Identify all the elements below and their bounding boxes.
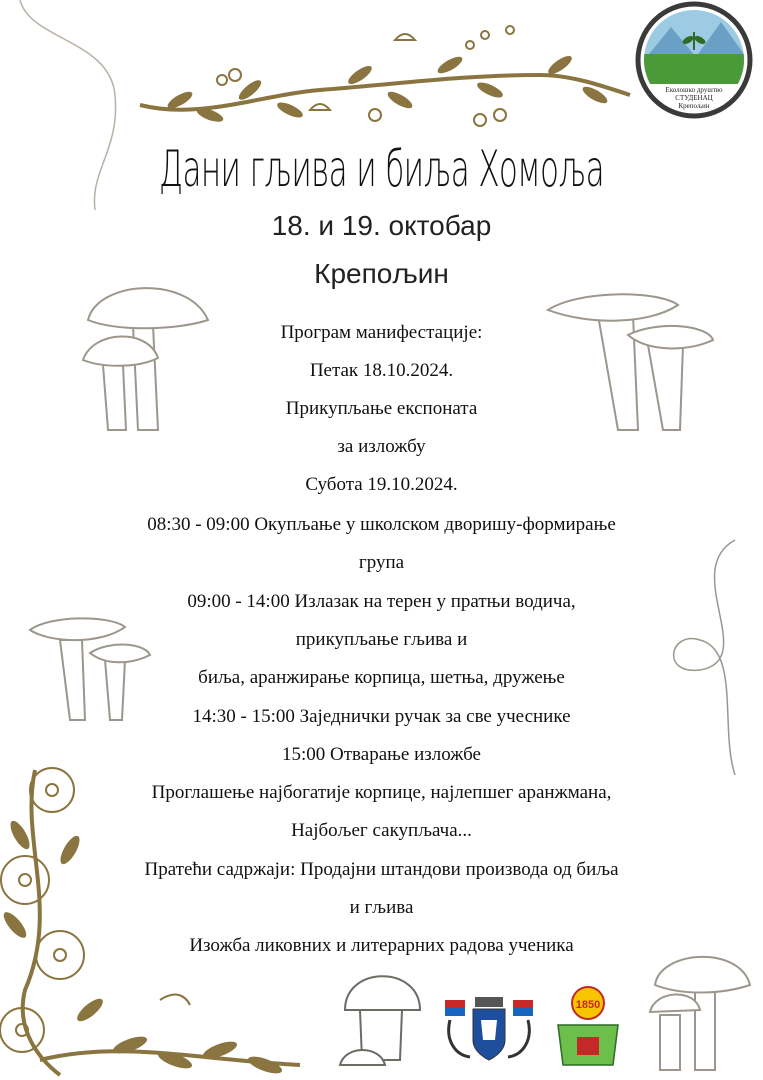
mushroom-illustration-bottom-right-icon	[650, 950, 760, 1070]
program-line: и гљива	[349, 897, 414, 918]
poster-title: Дани гљива и биља Хомоља	[158, 140, 605, 198]
event-dates: 18. и 19. октобар	[271, 210, 492, 241]
program-line: Пратећи садржаји: Продајни штандови производа од биља	[144, 859, 619, 880]
program-line: Програм манифестације:	[280, 322, 483, 343]
program-line: 15:00 Отварање изложбе	[282, 744, 481, 765]
program-line: Најбољег сакупљача...	[291, 820, 472, 841]
program-line: Субота 19.10.2024.	[305, 474, 458, 495]
program-line: Петак 18.10.2024.	[309, 360, 454, 381]
program-line: Изожба ликовних и литерарних радова ученика	[189, 935, 574, 956]
program-line: биља, аранжирање корпица, шетња, дружење	[198, 667, 565, 688]
association-logo-text	[648, 86, 740, 110]
floral-garland-top-icon	[140, 20, 640, 140]
school-founding-year: 1850	[575, 999, 601, 1011]
program-line: 08:30 - 09:00 Окупљање у школском дворишу-формирање	[147, 514, 616, 535]
program-line: група	[358, 552, 405, 573]
program-line: Проглашење најбогатије корпице, најлепшег аранжмана,	[151, 782, 612, 803]
association-name-line1: Еколошко друштво	[665, 86, 723, 94]
school-logo-icon	[553, 985, 623, 1070]
mushroom-illustration-bottom-center-icon	[340, 965, 430, 1075]
floral-corner-bottom-left-icon	[0, 760, 310, 1080]
event-place: Крепољин	[314, 258, 449, 289]
decorative-swirl-top-left	[0, 0, 160, 220]
program-line: Прикупљање експоната	[285, 398, 478, 419]
program-line: 14:30 - 15:00 Заједнички ручак за све учеснике	[192, 706, 571, 727]
program-line: за изложбу	[337, 436, 426, 457]
association-name-line2: СТУДЕНАЦ	[675, 94, 713, 102]
program-line: прикупљање гљива и	[295, 629, 468, 650]
municipality-coat-of-arms-icon	[445, 995, 535, 1065]
program-line: 09:00 - 14:00 Излазак на терен у пратњи водича,	[187, 591, 576, 612]
association-name-line3: Крепољин	[678, 102, 710, 110]
